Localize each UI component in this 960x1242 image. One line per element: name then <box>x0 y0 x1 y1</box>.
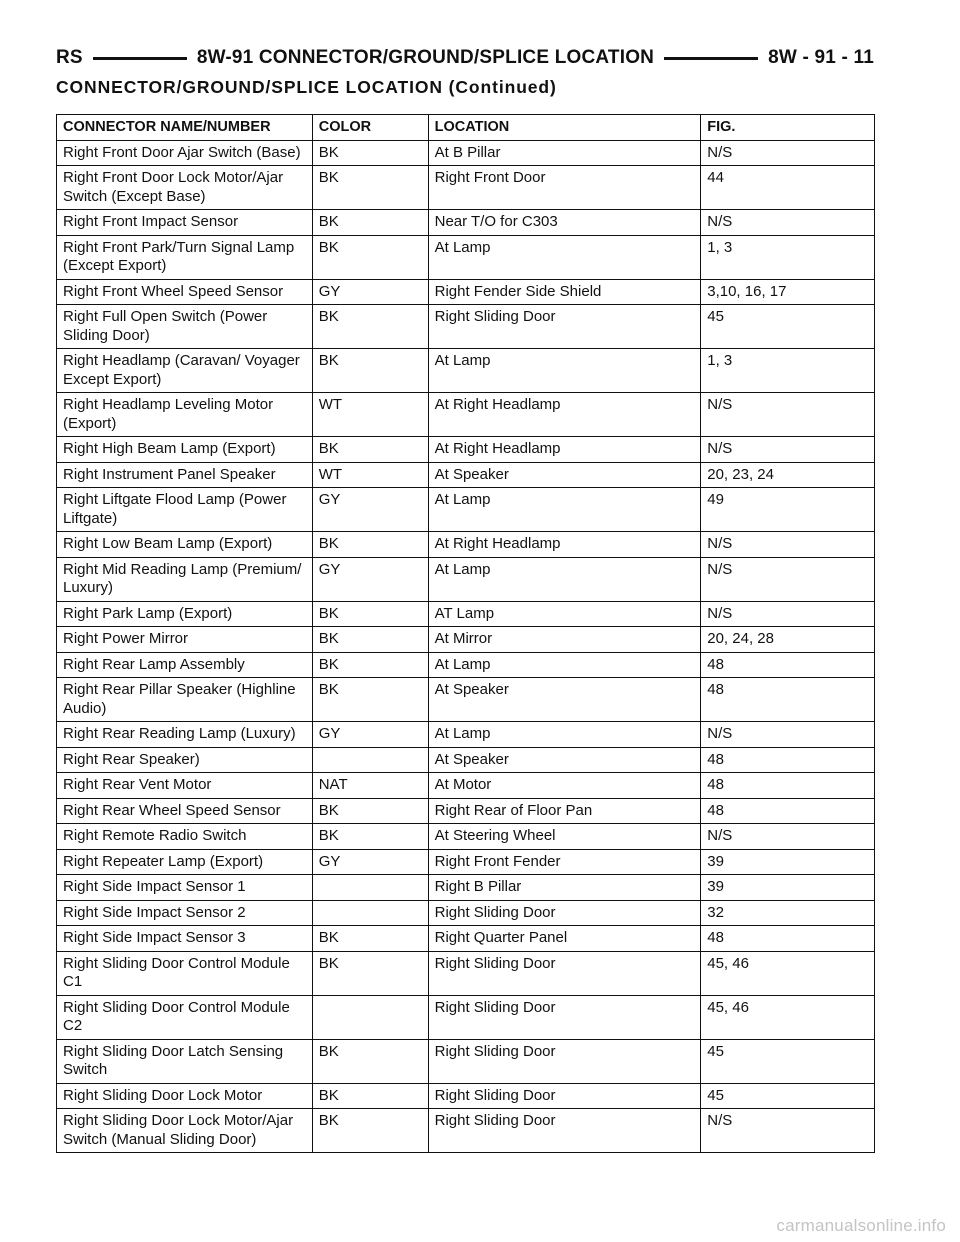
cell-location: Right Sliding Door <box>428 1039 701 1083</box>
cell-name: Right Low Beam Lamp (Export) <box>57 532 313 558</box>
cell-color: BK <box>312 627 428 653</box>
cell-fig: 1, 3 <box>701 235 875 279</box>
column-header-fig: FIG. <box>701 115 875 141</box>
table-row <box>57 900 875 926</box>
cell-color: BK <box>312 305 428 349</box>
column-header-color: COLOR <box>312 115 428 141</box>
cell-color: BK <box>312 652 428 678</box>
cell-name: Right Side Impact Sensor 2 <box>57 900 313 926</box>
cell-name: Right Repeater Lamp (Export) <box>57 849 313 875</box>
cell-name: Right Rear Pillar Speaker (Highline Audio) <box>57 678 313 722</box>
table-row <box>57 1039 875 1083</box>
cell-color: BK <box>312 140 428 166</box>
table-row <box>57 926 875 952</box>
cell-fig: N/S <box>701 532 875 558</box>
cell-location: Right Sliding Door <box>428 1109 701 1153</box>
cell-color: NAT <box>312 773 428 799</box>
cell-fig: N/S <box>701 601 875 627</box>
cell-color: BK <box>312 1109 428 1153</box>
cell-fig: 45 <box>701 1039 875 1083</box>
cell-name: Right Rear Wheel Speed Sensor <box>57 798 313 824</box>
cell-color: GY <box>312 849 428 875</box>
cell-fig: N/S <box>701 722 875 748</box>
table-row <box>57 824 875 850</box>
page-number: 8W - 91 - 11 <box>768 47 875 68</box>
cell-name: Right Headlamp (Caravan/ Voyager Except Export) <box>57 349 313 393</box>
column-header-location: LOCATION <box>428 115 701 141</box>
cell-color: BK <box>312 210 428 236</box>
cell-color: BK <box>312 1039 428 1083</box>
table-row <box>57 1083 875 1109</box>
table-header-row <box>57 115 875 141</box>
table-row <box>57 875 875 901</box>
cell-location: AT Lamp <box>428 601 701 627</box>
cell-color <box>312 995 428 1039</box>
cell-name: Right Mid Reading Lamp (Premium/ Luxury) <box>57 557 313 601</box>
cell-name: Right Headlamp Leveling Motor (Export) <box>57 393 313 437</box>
cell-fig: 20, 24, 28 <box>701 627 875 653</box>
cell-location: At Lamp <box>428 488 701 532</box>
cell-fig: 39 <box>701 875 875 901</box>
header-rule-right <box>664 57 758 60</box>
table-row <box>57 1109 875 1153</box>
table-row <box>57 652 875 678</box>
cell-color: BK <box>312 349 428 393</box>
cell-name: Right Front Door Ajar Switch (Base) <box>57 140 313 166</box>
cell-color: BK <box>312 926 428 952</box>
cell-color: BK <box>312 678 428 722</box>
table-row <box>57 140 875 166</box>
cell-name: Right Instrument Panel Speaker <box>57 462 313 488</box>
cell-name: Right Remote Radio Switch <box>57 824 313 850</box>
table-row <box>57 393 875 437</box>
cell-color: GY <box>312 279 428 305</box>
cell-fig: N/S <box>701 557 875 601</box>
cell-location: Right Front Fender <box>428 849 701 875</box>
cell-fig: 3,10, 16, 17 <box>701 279 875 305</box>
table-row <box>57 305 875 349</box>
cell-name: Right Sliding Door Control Module C2 <box>57 995 313 1039</box>
cell-fig: 44 <box>701 166 875 210</box>
cell-color: BK <box>312 166 428 210</box>
cell-color <box>312 747 428 773</box>
cell-fig: 32 <box>701 900 875 926</box>
cell-name: Right Sliding Door Control Module C1 <box>57 951 313 995</box>
table-row <box>57 557 875 601</box>
cell-location: Right Sliding Door <box>428 900 701 926</box>
cell-color: GY <box>312 488 428 532</box>
cell-fig: 48 <box>701 798 875 824</box>
cell-location: At Mirror <box>428 627 701 653</box>
table-row <box>57 437 875 463</box>
cell-location: At Steering Wheel <box>428 824 701 850</box>
cell-location: At Lamp <box>428 722 701 748</box>
cell-color: BK <box>312 798 428 824</box>
cell-name: Right Sliding Door Lock Motor <box>57 1083 313 1109</box>
cell-name: Right Rear Lamp Assembly <box>57 652 313 678</box>
cell-location: Right Front Door <box>428 166 701 210</box>
cell-fig: 1, 3 <box>701 349 875 393</box>
cell-location: Right Rear of Floor Pan <box>428 798 701 824</box>
page-subtitle: CONNECTOR/GROUND/SPLICE LOCATION (Continued) <box>56 77 557 97</box>
cell-name: Right Front Door Lock Motor/Ajar Switch (Except Base) <box>57 166 313 210</box>
table-row <box>57 798 875 824</box>
cell-location: Right B Pillar <box>428 875 701 901</box>
cell-fig: N/S <box>701 210 875 236</box>
cell-name: Right Rear Vent Motor <box>57 773 313 799</box>
cell-fig: 39 <box>701 849 875 875</box>
cell-name: Right Park Lamp (Export) <box>57 601 313 627</box>
cell-fig: N/S <box>701 437 875 463</box>
cell-color: GY <box>312 722 428 748</box>
cell-location: Right Quarter Panel <box>428 926 701 952</box>
table-row <box>57 601 875 627</box>
cell-location: At Lamp <box>428 235 701 279</box>
cell-fig: 48 <box>701 773 875 799</box>
watermark: carmanualsonline.info <box>776 1216 946 1235</box>
cell-color: WT <box>312 393 428 437</box>
section-title: 8W-91 CONNECTOR/GROUND/SPLICE LOCATION <box>196 47 655 68</box>
cell-fig: 45, 46 <box>701 951 875 995</box>
cell-location: Right Sliding Door <box>428 1083 701 1109</box>
cell-fig: N/S <box>701 824 875 850</box>
cell-fig: 48 <box>701 652 875 678</box>
cell-color: BK <box>312 235 428 279</box>
cell-location: Right Sliding Door <box>428 951 701 995</box>
cell-location: Near T/O for C303 <box>428 210 701 236</box>
cell-color: BK <box>312 1083 428 1109</box>
cell-fig: 48 <box>701 926 875 952</box>
cell-location: At Right Headlamp <box>428 437 701 463</box>
page-header <box>56 44 874 72</box>
cell-name: Right Liftgate Flood Lamp (Power Liftgate) <box>57 488 313 532</box>
cell-fig: N/S <box>701 1109 875 1153</box>
table-row <box>57 747 875 773</box>
cell-fig: 45, 46 <box>701 995 875 1039</box>
cell-color <box>312 900 428 926</box>
cell-name: Right Sliding Door Lock Motor/Ajar Switch (Manual Sliding Door) <box>57 1109 313 1153</box>
cell-location: At Lamp <box>428 349 701 393</box>
cell-location: At Motor <box>428 773 701 799</box>
cell-name: Right Power Mirror <box>57 627 313 653</box>
cell-color: BK <box>312 532 428 558</box>
cell-name: Right Rear Reading Lamp (Luxury) <box>57 722 313 748</box>
cell-location: At Right Headlamp <box>428 532 701 558</box>
table-row <box>57 349 875 393</box>
cell-name: Right High Beam Lamp (Export) <box>57 437 313 463</box>
cell-location: At Right Headlamp <box>428 393 701 437</box>
cell-fig: 49 <box>701 488 875 532</box>
table-row <box>57 462 875 488</box>
table-row <box>57 722 875 748</box>
cell-fig: 48 <box>701 678 875 722</box>
table-row <box>57 279 875 305</box>
cell-fig: 48 <box>701 747 875 773</box>
cell-location: At Speaker <box>428 462 701 488</box>
table-row <box>57 488 875 532</box>
table-row <box>57 166 875 210</box>
cell-fig: N/S <box>701 140 875 166</box>
cell-color: BK <box>312 437 428 463</box>
table-row <box>57 627 875 653</box>
cell-name: Right Front Park/Turn Signal Lamp (Except Export) <box>57 235 313 279</box>
table-row <box>57 235 875 279</box>
cell-location: At Lamp <box>428 557 701 601</box>
column-header-name: CONNECTOR NAME/NUMBER <box>57 115 313 141</box>
cell-name: Right Side Impact Sensor 1 <box>57 875 313 901</box>
cell-name: Right Front Wheel Speed Sensor <box>57 279 313 305</box>
cell-location: Right Fender Side Shield <box>428 279 701 305</box>
cell-name: Right Front Impact Sensor <box>57 210 313 236</box>
table-row <box>57 210 875 236</box>
cell-location: At Speaker <box>428 678 701 722</box>
cell-color: GY <box>312 557 428 601</box>
cell-name: Right Side Impact Sensor 3 <box>57 926 313 952</box>
cell-color: BK <box>312 601 428 627</box>
table-row <box>57 849 875 875</box>
cell-location: Right Sliding Door <box>428 305 701 349</box>
table-row <box>57 951 875 995</box>
section-code: RS <box>56 47 83 68</box>
table-row <box>57 773 875 799</box>
cell-location: At B Pillar <box>428 140 701 166</box>
table-body <box>57 140 875 1153</box>
table-row <box>57 995 875 1039</box>
cell-color <box>312 875 428 901</box>
connector-table <box>56 114 875 1153</box>
cell-fig: 20, 23, 24 <box>701 462 875 488</box>
cell-location: At Speaker <box>428 747 701 773</box>
cell-fig: 45 <box>701 305 875 349</box>
cell-color: BK <box>312 951 428 995</box>
cell-name: Right Rear Speaker) <box>57 747 313 773</box>
cell-color: WT <box>312 462 428 488</box>
cell-color: BK <box>312 824 428 850</box>
cell-fig: 45 <box>701 1083 875 1109</box>
cell-name: Right Full Open Switch (Power Sliding Door) <box>57 305 313 349</box>
cell-fig: N/S <box>701 393 875 437</box>
table-row <box>57 532 875 558</box>
table-row <box>57 678 875 722</box>
cell-location: At Lamp <box>428 652 701 678</box>
cell-location: Right Sliding Door <box>428 995 701 1039</box>
header-rule-left <box>93 57 187 60</box>
cell-name: Right Sliding Door Latch Sensing Switch <box>57 1039 313 1083</box>
